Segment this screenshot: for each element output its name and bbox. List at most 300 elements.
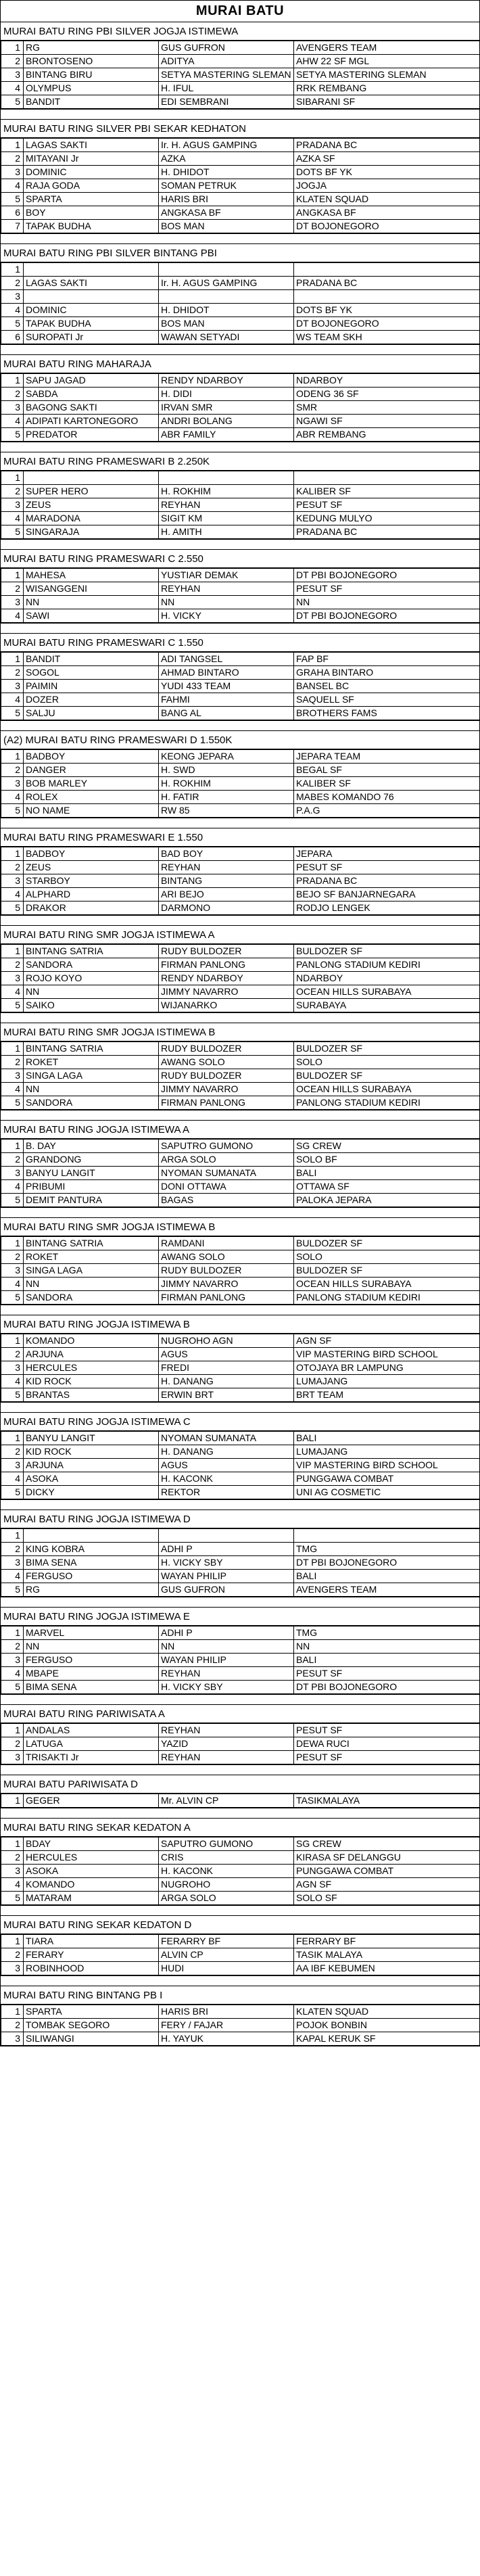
- owner-cell: RAMDANI: [159, 1237, 294, 1250]
- table-row: [1, 569, 480, 582]
- team-cell: BALI: [294, 1167, 480, 1180]
- team-cell: TASIKMALAYA: [294, 1794, 480, 1808]
- team-cell: PALOKA JEPARA: [294, 1194, 480, 1207]
- rank-cell: 2: [1, 1543, 24, 1556]
- bird-name-cell: MBAPE: [24, 1667, 159, 1681]
- result-section: [0, 1120, 480, 1208]
- rank-cell: 2: [1, 2019, 24, 2032]
- table-row: [1, 653, 480, 666]
- owner-cell: FAHMI: [159, 693, 294, 707]
- table-row: [1, 1724, 480, 1737]
- rank-cell: 3: [1, 972, 24, 985]
- table-row: [1, 1654, 480, 1667]
- team-cell: DT PBI BOJONEGORO: [294, 609, 480, 623]
- section-gap: [0, 1500, 480, 1509]
- rank-cell: 3: [1, 1556, 24, 1570]
- owner-cell: ARI BEJO: [159, 888, 294, 901]
- bird-name-cell: STARBOY: [24, 874, 159, 888]
- rank-cell: 2: [1, 1640, 24, 1654]
- bird-name-cell: RG: [24, 1583, 159, 1597]
- owner-cell: FERY / FAJAR: [159, 2019, 294, 2032]
- owner-cell: FREDI: [159, 1361, 294, 1375]
- owner-cell: SETYA MASTERING SLEMAN: [159, 68, 294, 82]
- owner-cell: ALVIN CP: [159, 1948, 294, 1962]
- bird-name-cell: DICKY: [24, 1486, 159, 1499]
- result-section: [0, 1704, 480, 1765]
- owner-cell: WAYAN PHILIP: [159, 1654, 294, 1667]
- rank-cell: 4: [1, 415, 24, 428]
- table-row: [1, 1892, 480, 1905]
- bird-name-cell: RG: [24, 41, 159, 55]
- bird-name-cell: WISANGGENI: [24, 582, 159, 596]
- owner-cell: NUGROHO: [159, 1878, 294, 1892]
- bird-name-cell: BDAY: [24, 1837, 159, 1851]
- bird-name-cell: NN: [24, 1640, 159, 1654]
- owner-cell: NUGROHO AGN: [159, 1334, 294, 1348]
- team-cell: NGAWI SF: [294, 415, 480, 428]
- team-cell: BULDOZER SF: [294, 1264, 480, 1278]
- rank-cell: 3: [1, 166, 24, 179]
- table-row: [1, 277, 480, 290]
- team-cell: DEWA RUCI: [294, 1737, 480, 1751]
- section-title: MURAI BATU RING PRAMESWARI B 2.250K: [1, 452, 479, 471]
- table-row: [1, 1056, 480, 1069]
- rank-cell: 5: [1, 1583, 24, 1597]
- results-table: [1, 41, 480, 109]
- bird-name-cell: BANDIT: [24, 653, 159, 666]
- bird-name-cell: BINTANG BIRU: [24, 68, 159, 82]
- owner-cell: YUDI 433 TEAM: [159, 680, 294, 693]
- team-cell: [294, 471, 480, 485]
- bird-name-cell: ZEUS: [24, 861, 159, 874]
- team-cell: BEJO SF BANJARNEGARA: [294, 888, 480, 901]
- rank-cell: 2: [1, 958, 24, 972]
- rank-cell: 1: [1, 471, 24, 485]
- results-table: [1, 1626, 480, 1694]
- bird-name-cell: ROKET: [24, 1250, 159, 1264]
- table-row: [1, 972, 480, 985]
- bird-name-cell: GRANDONG: [24, 1153, 159, 1167]
- owner-cell: H. VICKY: [159, 609, 294, 623]
- result-section: [0, 354, 480, 442]
- team-cell: OCEAN HILLS SURABAYA: [294, 1083, 480, 1096]
- team-cell: PESUT SF: [294, 1751, 480, 1764]
- team-cell: ANGKASA BF: [294, 206, 480, 220]
- table-row: [1, 582, 480, 596]
- section-title: MURAI BATU RING SILVER PBI SEKAR KEDHATON: [1, 119, 479, 138]
- rank-cell: 6: [1, 331, 24, 344]
- section-gap: [0, 1013, 480, 1023]
- table-row: [1, 1543, 480, 1556]
- owner-cell: JIMMY NAVARRO: [159, 985, 294, 999]
- owner-cell: NYOMAN SUMANATA: [159, 1432, 294, 1445]
- team-cell: NN: [294, 596, 480, 609]
- rank-cell: 3: [1, 2032, 24, 2046]
- team-cell: [294, 1529, 480, 1543]
- owner-cell: SAPUTRO GUMONO: [159, 1837, 294, 1851]
- table-row: [1, 1794, 480, 1808]
- rank-cell: 4: [1, 1278, 24, 1291]
- table-row: [1, 82, 480, 95]
- table-row: [1, 1935, 480, 1948]
- bird-name-cell: TAPAK BUDHA: [24, 220, 159, 233]
- rank-cell: 4: [1, 512, 24, 525]
- bird-name-cell: TRISAKTI Jr: [24, 1751, 159, 1764]
- team-cell: DOTS BF YK: [294, 166, 480, 179]
- table-row: [1, 1194, 480, 1207]
- bird-name-cell: SAWI: [24, 609, 159, 623]
- table-row: [1, 263, 480, 277]
- rank-cell: 4: [1, 791, 24, 804]
- table-row: [1, 999, 480, 1012]
- table-row: [1, 847, 480, 861]
- table-row: [1, 206, 480, 220]
- bird-name-cell: GEGER: [24, 1794, 159, 1808]
- team-cell: BALI: [294, 1654, 480, 1667]
- section-title: MURAI BATU RING SMR JOGJA ISTIMEWA A: [1, 925, 479, 944]
- rank-cell: 2: [1, 1737, 24, 1751]
- table-row: [1, 1865, 480, 1878]
- section-title: MURAI BATU RING PARIWISATA A: [1, 1704, 479, 1723]
- owner-cell: ADITYA: [159, 55, 294, 68]
- rank-cell: 4: [1, 179, 24, 193]
- owner-cell: EDI SEMBRANI: [159, 95, 294, 109]
- owner-cell: ERWIN BRT: [159, 1388, 294, 1402]
- result-section: [0, 549, 480, 624]
- team-cell: BROTHERS FAMS: [294, 707, 480, 720]
- owner-cell: H. SWD: [159, 764, 294, 777]
- owner-cell: GUS GUFRON: [159, 1583, 294, 1597]
- bird-name-cell: SINGA LAGA: [24, 1069, 159, 1083]
- rank-cell: 4: [1, 1878, 24, 1892]
- sections-container: [0, 22, 480, 2046]
- bird-name-cell: ANDALAS: [24, 1724, 159, 1737]
- table-row: [1, 666, 480, 680]
- table-row: [1, 596, 480, 609]
- section-title: MURAI BATU RING JOGJA ISTIMEWA D: [1, 1509, 479, 1528]
- owner-cell: NN: [159, 1640, 294, 1654]
- team-cell: JEPARA: [294, 847, 480, 861]
- section-gap: [0, 721, 480, 730]
- section-gap: [0, 1597, 480, 1607]
- section-gap: [0, 1695, 480, 1704]
- owner-cell: GUS GUFRON: [159, 41, 294, 55]
- table-row: [1, 693, 480, 707]
- rank-cell: 2: [1, 1056, 24, 1069]
- bird-name-cell: SUPER HERO: [24, 485, 159, 498]
- bird-name-cell: TOMBAK SEGORO: [24, 2019, 159, 2032]
- rank-cell: 1: [1, 374, 24, 388]
- team-cell: SURABAYA: [294, 999, 480, 1012]
- rank-cell: 3: [1, 1962, 24, 1975]
- bird-name-cell: KOMANDO: [24, 1878, 159, 1892]
- team-cell: OTOJAYA BR LAMPUNG: [294, 1361, 480, 1375]
- table-row: [1, 95, 480, 109]
- table-row: [1, 1375, 480, 1388]
- result-section: [0, 1607, 480, 1695]
- owner-cell: ADI TANGSEL: [159, 653, 294, 666]
- rank-cell: 5: [1, 428, 24, 442]
- bird-name-cell: [24, 290, 159, 304]
- rank-cell: 2: [1, 1153, 24, 1167]
- rank-cell: 2: [1, 861, 24, 874]
- rank-cell: 1: [1, 139, 24, 152]
- owner-cell: HARIS BRI: [159, 193, 294, 206]
- rank-cell: 4: [1, 1083, 24, 1096]
- bird-name-cell: HERCULES: [24, 1361, 159, 1375]
- team-cell: DOTS BF YK: [294, 304, 480, 317]
- owner-cell: HUDI: [159, 1962, 294, 1975]
- team-cell: BULDOZER SF: [294, 1042, 480, 1056]
- team-cell: TMG: [294, 1626, 480, 1640]
- section-title: MURAI BATU RING PBI SILVER JOGJA ISTIMEWA: [1, 22, 479, 41]
- table-row: [1, 1681, 480, 1694]
- results-table: [1, 749, 480, 818]
- rank-cell: 4: [1, 888, 24, 901]
- bird-name-cell: SINGA LAGA: [24, 1264, 159, 1278]
- bird-name-cell: PAIMIN: [24, 680, 159, 693]
- results-table: [1, 1837, 480, 1905]
- bird-name-cell: BIMA SENA: [24, 1681, 159, 1694]
- team-cell: WS TEAM SKH: [294, 331, 480, 344]
- table-row: [1, 707, 480, 720]
- results-table: [1, 1934, 480, 1975]
- section-gap: [0, 1403, 480, 1412]
- bird-name-cell: BADBOY: [24, 750, 159, 764]
- owner-cell: H. VICKY SBY: [159, 1681, 294, 1694]
- bird-name-cell: [24, 263, 159, 277]
- bird-name-cell: BINTANG SATRIA: [24, 945, 159, 958]
- team-cell: BULDOZER SF: [294, 1069, 480, 1083]
- result-section: [0, 828, 480, 916]
- table-row: [1, 388, 480, 401]
- bird-name-cell: SINGARAJA: [24, 525, 159, 539]
- team-cell: PUNGGAWA COMBAT: [294, 1472, 480, 1486]
- team-cell: DT PBI BOJONEGORO: [294, 569, 480, 582]
- team-cell: P.A.G: [294, 804, 480, 818]
- rank-cell: 1: [1, 41, 24, 55]
- team-cell: BANSEL BC: [294, 680, 480, 693]
- bird-name-cell: SPARTA: [24, 193, 159, 206]
- table-row: [1, 1626, 480, 1640]
- rank-cell: 3: [1, 401, 24, 415]
- owner-cell: SOMAN PETRUK: [159, 179, 294, 193]
- table-row: [1, 1180, 480, 1194]
- owner-cell: FIRMAN PANLONG: [159, 1291, 294, 1305]
- owner-cell: REKTOR: [159, 1486, 294, 1499]
- rank-cell: 2: [1, 485, 24, 498]
- rank-cell: 1: [1, 1529, 24, 1543]
- section-title: MURAI BATU RING SMR JOGJA ISTIMEWA B: [1, 1217, 479, 1236]
- section-gap: [0, 110, 480, 119]
- rank-cell: 1: [1, 1837, 24, 1851]
- results-table: [1, 262, 480, 344]
- team-cell: PESUT SF: [294, 582, 480, 596]
- result-section: [0, 925, 480, 1013]
- rank-cell: 4: [1, 1375, 24, 1388]
- results-table: [1, 138, 480, 233]
- team-cell: AZKA SF: [294, 152, 480, 166]
- rank-cell: 4: [1, 609, 24, 623]
- rank-cell: 5: [1, 707, 24, 720]
- bird-name-cell: ROLEX: [24, 791, 159, 804]
- results-table: [1, 1236, 480, 1305]
- bird-name-cell: KID ROCK: [24, 1445, 159, 1459]
- team-cell: PESUT SF: [294, 498, 480, 512]
- result-section: [0, 1412, 480, 1500]
- team-cell: UNI AG COSMETIC: [294, 1486, 480, 1499]
- rank-cell: 3: [1, 777, 24, 791]
- owner-cell: REYHAN: [159, 498, 294, 512]
- rank-cell: 5: [1, 1194, 24, 1207]
- rank-cell: 1: [1, 1794, 24, 1808]
- owner-cell: ABR FAMILY: [159, 428, 294, 442]
- table-row: [1, 861, 480, 874]
- rank-cell: 3: [1, 290, 24, 304]
- rank-cell: 5: [1, 1096, 24, 1110]
- team-cell: SMR: [294, 401, 480, 415]
- table-row: [1, 152, 480, 166]
- team-cell: KEDUNG MULYO: [294, 512, 480, 525]
- bird-name-cell: MARADONA: [24, 512, 159, 525]
- bird-name-cell: BINTANG SATRIA: [24, 1042, 159, 1056]
- section-gap: [0, 345, 480, 354]
- rank-cell: 1: [1, 1432, 24, 1445]
- bird-name-cell: KING KOBRA: [24, 1543, 159, 1556]
- table-row: [1, 1237, 480, 1250]
- team-cell: FERRARY BF: [294, 1935, 480, 1948]
- table-row: [1, 874, 480, 888]
- owner-cell: BANG AL: [159, 707, 294, 720]
- owner-cell: BAGAS: [159, 1194, 294, 1207]
- table-row: [1, 55, 480, 68]
- team-cell: KALIBER SF: [294, 485, 480, 498]
- table-row: [1, 764, 480, 777]
- owner-cell: WAYAN PHILIP: [159, 1570, 294, 1583]
- team-cell: POJOK BONBIN: [294, 2019, 480, 2032]
- section-title: (A2) MURAI BATU RING PRAMESWARI D 1.550K: [1, 730, 479, 749]
- rank-cell: 1: [1, 1626, 24, 1640]
- rank-cell: 4: [1, 693, 24, 707]
- table-row: [1, 901, 480, 915]
- table-row: [1, 525, 480, 539]
- section-gap: [0, 1208, 480, 1217]
- table-row: [1, 1837, 480, 1851]
- team-cell: LUMAJANG: [294, 1375, 480, 1388]
- rank-cell: 1: [1, 569, 24, 582]
- team-cell: PESUT SF: [294, 1667, 480, 1681]
- table-row: [1, 1878, 480, 1892]
- table-row: [1, 512, 480, 525]
- bird-name-cell: SAIKO: [24, 999, 159, 1012]
- owner-cell: BAD BOY: [159, 847, 294, 861]
- team-cell: PANLONG STADIUM KEDIRI: [294, 1291, 480, 1305]
- rank-cell: 1: [1, 1237, 24, 1250]
- owner-cell: RUDY BULDOZER: [159, 1069, 294, 1083]
- rank-cell: 4: [1, 1570, 24, 1583]
- owner-cell: [159, 290, 294, 304]
- bird-name-cell: ROBINHOOD: [24, 1962, 159, 1975]
- owner-cell: RUDY BULDOZER: [159, 1264, 294, 1278]
- rank-cell: 3: [1, 1167, 24, 1180]
- owner-cell: BOS MAN: [159, 220, 294, 233]
- bird-name-cell: BRONTOSENO: [24, 55, 159, 68]
- section-title: MURAI BATU RING JOGJA ISTIMEWA B: [1, 1315, 479, 1334]
- table-row: [1, 609, 480, 623]
- table-row: [1, 166, 480, 179]
- table-row: [1, 1264, 480, 1278]
- rank-cell: 2: [1, 277, 24, 290]
- team-cell: AGN SF: [294, 1334, 480, 1348]
- bird-name-cell: FERARY: [24, 1948, 159, 1962]
- owner-cell: FIRMAN PANLONG: [159, 1096, 294, 1110]
- owner-cell: ANDRI BOLANG: [159, 415, 294, 428]
- rank-cell: 2: [1, 55, 24, 68]
- owner-cell: H. DHIDOT: [159, 304, 294, 317]
- team-cell: PESUT SF: [294, 861, 480, 874]
- team-cell: SOLO: [294, 1056, 480, 1069]
- result-section: [0, 452, 480, 540]
- section-title: MURAI BATU RING SEKAR KEDATON A: [1, 1818, 479, 1837]
- bird-name-cell: PRIBUMI: [24, 1180, 159, 1194]
- table-row: [1, 1042, 480, 1056]
- bird-name-cell: SANDORA: [24, 958, 159, 972]
- rank-cell: 4: [1, 82, 24, 95]
- bird-name-cell: NN: [24, 596, 159, 609]
- table-row: [1, 68, 480, 82]
- rank-cell: 5: [1, 317, 24, 331]
- rank-cell: 3: [1, 1361, 24, 1375]
- bird-name-cell: ARJUNA: [24, 1348, 159, 1361]
- rank-cell: 3: [1, 874, 24, 888]
- team-cell: BULDOZER SF: [294, 945, 480, 958]
- owner-cell: RENDY NDARBOY: [159, 374, 294, 388]
- bird-name-cell: HERCULES: [24, 1851, 159, 1865]
- bird-name-cell: DOZER: [24, 693, 159, 707]
- results-table: [1, 568, 480, 623]
- table-row: [1, 945, 480, 958]
- team-cell: SOLO BF: [294, 1153, 480, 1167]
- owner-cell: RW 85: [159, 804, 294, 818]
- section-gap: [0, 234, 480, 243]
- owner-cell: AWANG SOLO: [159, 1056, 294, 1069]
- team-cell: PRADANA BC: [294, 277, 480, 290]
- team-cell: DT PBI BOJONEGORO: [294, 1681, 480, 1694]
- table-row: [1, 680, 480, 693]
- table-row: [1, 471, 480, 485]
- owner-cell: ADHI P: [159, 1543, 294, 1556]
- result-section: [0, 1509, 480, 1597]
- rank-cell: 5: [1, 1291, 24, 1305]
- bird-name-cell: [24, 471, 159, 485]
- owner-cell: H. VICKY SBY: [159, 1556, 294, 1570]
- owner-cell: [159, 1529, 294, 1543]
- bird-name-cell: MITAYANI Jr: [24, 152, 159, 166]
- team-cell: [294, 263, 480, 277]
- team-cell: TMG: [294, 1543, 480, 1556]
- bird-name-cell: SUROPATI Jr: [24, 331, 159, 344]
- rank-cell: 4: [1, 1667, 24, 1681]
- team-cell: NN: [294, 1640, 480, 1654]
- team-cell: PRADANA BC: [294, 139, 480, 152]
- table-row: [1, 331, 480, 344]
- owner-cell: JIMMY NAVARRO: [159, 1278, 294, 1291]
- team-cell: AGN SF: [294, 1878, 480, 1892]
- section-title: MURAI BATU RING SMR JOGJA ISTIMEWA B: [1, 1023, 479, 1041]
- bird-name-cell: SALJU: [24, 707, 159, 720]
- team-cell: PANLONG STADIUM KEDIRI: [294, 958, 480, 972]
- table-row: [1, 2005, 480, 2019]
